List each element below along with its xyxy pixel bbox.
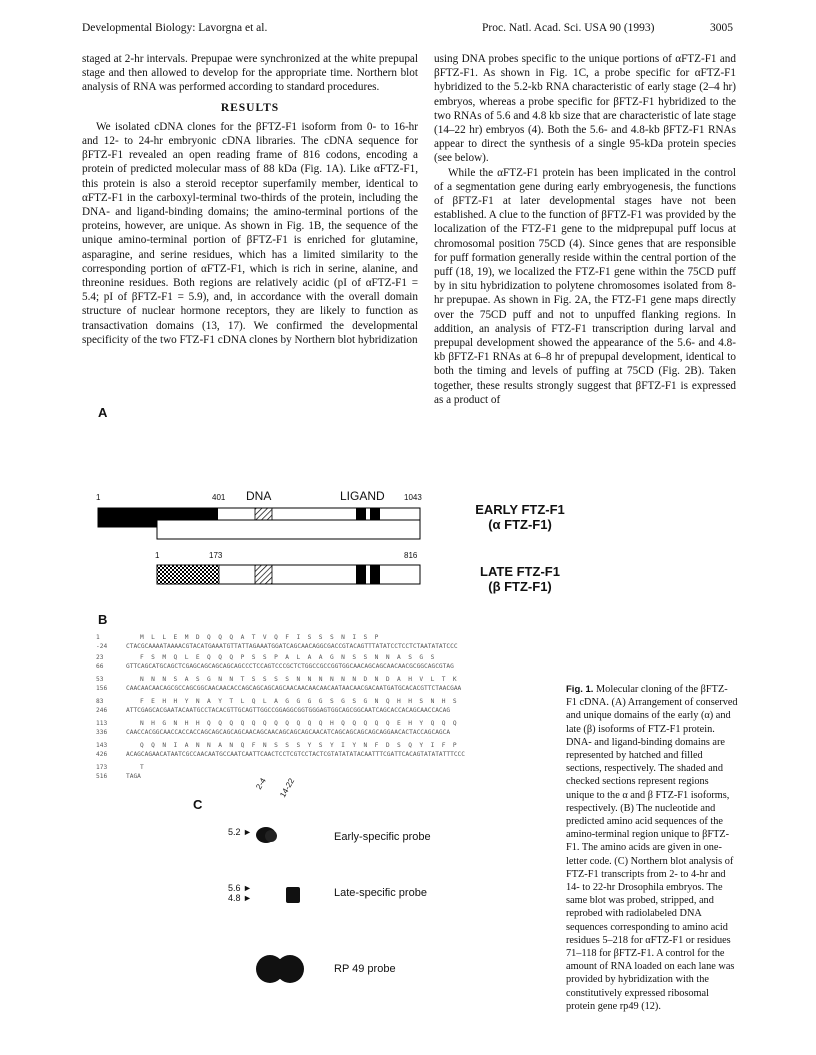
lane-label-late: 14-22: [278, 776, 297, 799]
paragraph-results-2: using DNA probes specific to the unique portions of αFTZ-F1 and βFTZ-F1. As shown in Fig. 1C, a probe specific for αFTZ-F1 hybridized to the 5.2-kb RNA characteristic of early stage (2–4 hr) embryos, whereas a probe specific for βFTZ-F1 hybridized to the two RNAs of 5.6 and 4.8 kb size that are characteristic of late stage (14–22 hr) embryos (4). Both the 5.6- and 4.8-kb βFTZ-F1 RNAs appear to direct the synthesis of a single 95-kDa protein species (see below).: [434, 53, 736, 165]
late-start-label: 1: [155, 551, 160, 560]
amino-acid-position: 143: [96, 742, 108, 749]
nucleotide-position: 156: [96, 685, 108, 692]
amino-acid-sequence: F S M Q L E Q Q Q P S S P A L A A G N S S N N A S G S: [140, 654, 435, 661]
nucleotide-position: -24: [96, 643, 108, 650]
nucleotide-position: 66: [96, 663, 104, 670]
early-start-label: 1: [96, 493, 101, 502]
amino-acid-position: 113: [96, 720, 108, 727]
amino-acid-position: 53: [96, 676, 104, 683]
figure-panel-label-a: A: [98, 405, 108, 420]
running-header-right: Proc. Natl. Acad. Sci. USA 90 (1993): [482, 22, 655, 34]
nucleotide-sequence: CAACAACAACAGCGCCAGCGGCAACAACACCAGCAGCAGCAGCAACAACAACAACAATAACAACGACAATGATGCACACGTTCTAACGAA: [126, 685, 462, 692]
sequence-row: [96, 698, 552, 720]
paragraph-results-1: We isolated cDNA clones for the βFTZ-F1 isoform from 0- to 16-hr and 12- to 24-hr embryonic cDNA libraries. The cDNA sequence for βFTZ-F1 revealed an open reading frame of 816 codons, encoding a protein of predicted molecular mass of 88 kDa (Fig. 1A). Like αFTZ-F1, this protein is also a steroid receptor superfamily member, identical to αFTZ-F1 in the carboxyl-terminal two-thirds of the protein, including the DNA- and ligand-binding domains; the amino-terminal portions of the proteins, however, are unique. As shown in Fig. 1B, the sequence of the unique amino-terminal portion of βFTZ-F1 is enriched for glutamine, asparagine, and serine residues, which has a limited similarity to the corresponding portion of αFTZ-F1, which is rich in serine, alanine, and threonine residues. Both regions are relatively acidic (pI of αFTZ-F1 = 5.4; pI of βFTZ-F1 = 5.9), and, in accordance with the overall domain structure of nuclear hormone receptors, they are likely to function as transactivation domains (13, 17). We confirmed the developmental specificity of the two FTZ-F1 cDNA clones by Northern blot hybridization: [82, 120, 418, 346]
amino-acid-position: 83: [96, 698, 104, 705]
nucleotide-position: 336: [96, 729, 108, 736]
sequence-row: [96, 764, 552, 786]
sequence-row: [96, 676, 552, 698]
ligand-domain-late-block-1: [356, 565, 366, 584]
amino-acid-sequence: M L L E M D Q Q Q A T V Q F I S S S N I S P: [140, 634, 379, 641]
nucleotide-position: 426: [96, 751, 108, 758]
text-column-right: [434, 52, 736, 407]
nucleotide-position: 246: [96, 707, 108, 714]
late-break-label: 173: [209, 551, 223, 560]
amino-acid-position: 1: [96, 634, 100, 641]
caption-text: Molecular cloning of the βFTZ-F1 cDNA. (A) Arrangement of conserved and unique domains of the early (α) and late (β) isoforms of FTZ-F1 protein. DNA- and ligand-binding domains are represented by hatched and filled sections, respectively. The shaded and checked sections represent regions unique to the α and β FTZ-F1 isoforms, respectively. (B) The nucleotide and predicted amino acid sequences of the amino-terminal region unique to βFTZ-F1. The amino acids are given in one-letter code. (C) Northern blot analysis of FTZ-F1 transcripts from 2- to 4-hr and 14- to 22-hr Drosophila embryos. The same blot was probed, stripped, and reprobed with radiolabeled DNA sequences corresponding to amino acid residues 5–218 for αFTZ-F1 or residues 71–118 for βFTZ-F1. A control for the amount of RNA loaded on each lane was provided by hybridization with the constitutively expressed ribosomal protein gene rp49 (12).: [566, 684, 738, 1012]
amino-acid-sequence: Q Q N I A N N A N Q F N S S S Y S Y I Y N F D S Q Y I F P: [140, 742, 457, 749]
lane-label-early: 2-4: [254, 776, 268, 791]
probe-label-early: Early-specific probe: [334, 831, 431, 843]
beta-unique-region: [157, 565, 219, 584]
early-isoform-name: EARLY FTZ-F1 (α FTZ-F1): [475, 502, 565, 532]
nucleotide-sequence: CTACGCAAAATAAAACGTACATGAAATGTTATTAGAAATGGATCAGCAACAGGCGACCGTACAGTTTATATCCTCCTCTAATATATCCC: [126, 643, 458, 650]
northern-blot-image: [250, 815, 320, 995]
ligand-label: LIGAND: [340, 489, 385, 503]
figure-panel-label-b: B: [98, 612, 108, 627]
page-number: 3005: [710, 22, 733, 34]
caption-title: Fig. 1.: [566, 684, 594, 695]
early-end-label: 1043: [404, 493, 422, 502]
band-late: [286, 887, 300, 903]
probe-label-late: Late-specific probe: [334, 887, 427, 899]
sequence-block: [96, 634, 552, 786]
nucleotide-sequence: ATTCGAGCACGAATACAATGCCTACACGTTGCAGTTGGCCGGAGGCGGTGGGAGTGGCAGCGGCAATCAGCACCACAGCAACCACAG: [126, 707, 451, 714]
dna-binding-domain-late: [255, 565, 272, 584]
sequence-row: [96, 742, 552, 764]
nucleotide-position: 516: [96, 773, 108, 780]
running-header-left: Developmental Biology: Lavorgna et al.: [82, 22, 268, 34]
amino-acid-sequence: N H G N H H Q Q Q Q Q Q Q Q Q Q Q H Q Q Q Q Q E H Y Q Q Q: [140, 720, 457, 727]
early-break-label: 401: [212, 493, 226, 502]
nucleotide-sequence: CAACCACGGCAACCACCACCAGCAGCAGCAGCAACAGCAACAGCAGCAGCAACATCAGCAGCAGCAGCAGGAACACTACCAGCAGCA: [126, 729, 451, 736]
sequence-row: [96, 634, 552, 654]
marker-5-2: 5.2 ►: [228, 827, 252, 837]
figure-caption: [566, 683, 738, 1013]
amino-acid-sequence: T: [140, 764, 144, 771]
marker-4-8: 4.8 ►: [228, 893, 252, 903]
amino-acid-position: 23: [96, 654, 104, 661]
amino-acid-sequence: F E H H Y N A Y T L Q L A G G G G S G S G N Q H H S N H S: [140, 698, 457, 705]
amino-acid-position: 173: [96, 764, 108, 771]
text-column-left: [82, 52, 418, 347]
ligand-domain-late-block-2: [370, 565, 380, 584]
nucleotide-sequence: TAGA: [126, 773, 141, 780]
late-isoform-name: LATE FTZ-F1 (β FTZ-F1): [480, 564, 560, 594]
sequence-row: [96, 720, 552, 742]
paragraph-methods-end: staged at 2-hr intervals. Prepupae were synchronized at the white prepupal stage and then allowed to develop for the appropriate time. Northern blot analysis of RNA was performed according to standard procedures.: [82, 53, 418, 94]
nucleotide-sequence: GTTCAGCATGCAGCTCGAGCAGCAGCAGCAGCCCTCCAGTCCCGCTCTGGCCGCCGGTGGCAACAGCAGCAACAACGCGGCAGCGTAG: [126, 663, 454, 670]
figure-panel-label-c: C: [193, 797, 203, 812]
marker-5-6: 5.6 ►: [228, 883, 252, 893]
domain-diagram-late: [90, 425, 570, 565]
paragraph-results-3: While the αFTZ-F1 protein has been implicated in the control of a segmentation gene during early embryogenesis, the functions of βFTZ-F1 at later developmental stages have not been established. A clue to the function of βFTZ-F1 was provided by the localization of the FTZ-F1 gene to the midprepupal puff locus at chromosomal position 75CD (4). Since genes that are responsible for puff formation generally reside within the central portion of the puff (18, 19), we localized the FTZ-F1 gene within the 75CD puff by in situ hybridization to polytene chromosomes isolated from 8-hr prepupae. As shown in Fig. 2A, the FTZ-F1 gene maps directly over the 75CD puff and not to unpuffed flanking regions. In addition, an analysis of FTZ-F1 transcription during larval and prepupal development showed the appearance of the 5.6- and 4.8-kb βFTZ-F1 RNAs at 6–8 hr of prepupal development, identical to both the timing and levels of puffing at 75CD (Fig. 2B). Taken together, these results strongly suggest that βFTZ-F1 is expressed as a product of: [434, 166, 736, 406]
dna-label: DNA: [246, 489, 272, 503]
amino-acid-sequence: N N N S A S G N N T S S S S N N N N N N D N D A H V L T K: [140, 676, 457, 683]
section-heading-results: RESULTS: [220, 101, 280, 114]
sequence-row: [96, 654, 552, 676]
probe-label-rp49: RP 49 probe: [334, 963, 396, 975]
late-end-label: 816: [404, 551, 418, 560]
nucleotide-sequence: ACAGCAGAACATAATCGCCAACAATGCCAATCAATTCAACTCCTCGTCCTACTCGTATATATACAATTTCGATTCACAGTATATATTTCCC: [126, 751, 465, 758]
